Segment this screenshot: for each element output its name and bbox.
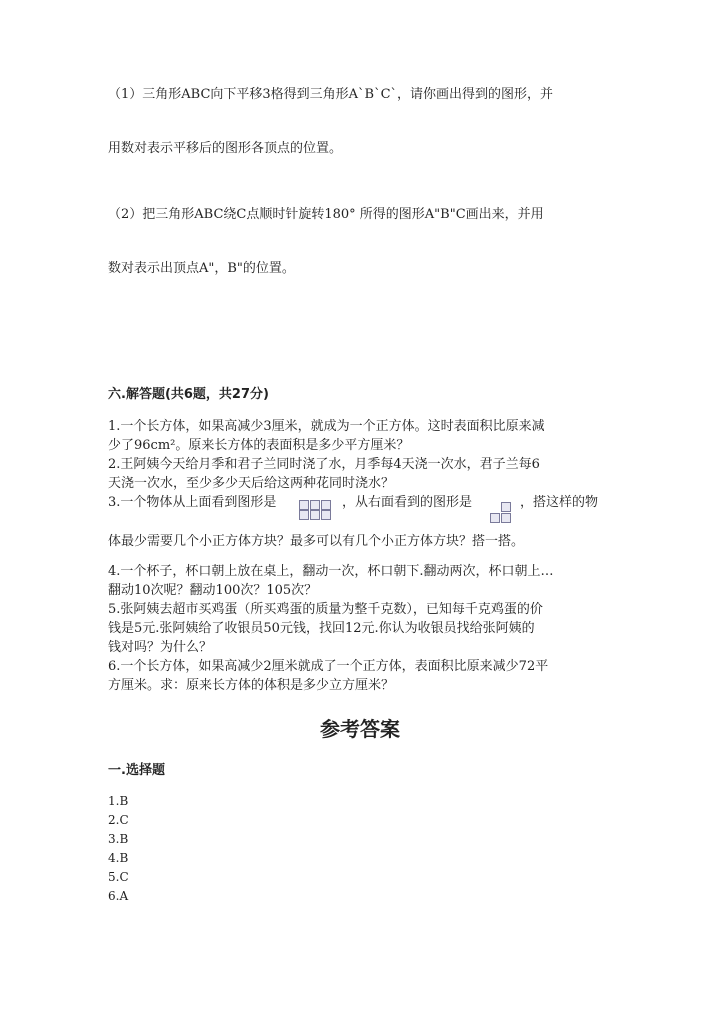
answer-item: 4.B (108, 851, 129, 865)
problem-3-part-3: ，搭这样的物 (520, 495, 599, 510)
problem-3-part-2: ，从右面看到的图形是 (342, 495, 473, 510)
section-6-heading: 六.解答题(共6题，共27分) (108, 387, 269, 402)
problem-3-part-1: 3.一个物体从上面看到图形是 (108, 495, 277, 510)
answer-item: 2.C (108, 813, 129, 827)
problem-5-line-2: 钱是5元.张阿姨给了收银员50元钱，找回12元.你认为收银员找给张阿姨的 (108, 621, 535, 636)
problem-5-line-1: 5.张阿姨去超市买鸡蛋（所买鸡蛋的质量为整千克数），已知每千克鸡蛋的价 (108, 602, 543, 617)
answer-item: 5.C (108, 870, 129, 884)
problem-5-line-3: 钱对吗？为什么？ (108, 640, 213, 655)
problem-6-line-2: 方厘米。求：原来长方体的体积是多少立方厘米？ (108, 678, 395, 693)
answer-section-1-heading: 一.选择题 (108, 763, 165, 778)
top-view-figure (299, 500, 331, 520)
question-2-line-1: （2）把三角形ABC绕C点顺时针旋转180° 所得的图形A"B"C画出来，并用 (108, 207, 544, 222)
top-view-square (310, 500, 320, 510)
problem-2-line-1: 2.王阿姨今天给月季和君子兰同时浇了水，月季每4天浇一次水，君子兰每6 (108, 457, 540, 472)
right-view-square (501, 513, 511, 523)
problem-4-line-2: 翻动10次呢？翻动100次？105次？ (108, 583, 318, 598)
question-2-line-2: 数对表示出顶点A"，B"的位置。 (108, 261, 295, 276)
answer-item: 1.B (108, 794, 129, 808)
top-view-square (310, 510, 320, 520)
problem-1-line-1: 1.一个长方体，如果高减少3厘米，就成为一个正方体。这时表面积比原来减 (108, 419, 545, 434)
answer-key-title: 参考答案 (320, 717, 400, 741)
right-view-figure (490, 502, 512, 524)
top-view-square (321, 510, 331, 520)
right-view-square (501, 502, 511, 512)
right-view-square (490, 513, 500, 523)
answer-item: 3.B (108, 832, 129, 846)
problem-4-line-1: 4.一个杯子，杯口朝上放在桌上，翻动一次，杯口朝下.翻动两次，杯口朝上… (108, 564, 554, 579)
top-view-square (299, 500, 309, 510)
problem-2-line-2: 天浇一次水，至少多少天后给这两种花同时浇水？ (108, 476, 395, 491)
problem-1-line-2: 少了96cm²。原来长方体的表面积是多少平方厘米？ (108, 438, 410, 453)
question-1-line-2: 用数对表示平移后的图形各顶点的位置。 (108, 141, 343, 156)
top-view-square (321, 500, 331, 510)
question-1-line-1: （1）三角形ABC向下平移3格得到三角形A`B`C`，请你画出得到的图形，并 (108, 87, 554, 102)
top-view-square (299, 510, 309, 520)
problem-3-line-2: 体最少需要几个小正方体方块？最多可以有几个小正方体方块？搭一搭。 (108, 534, 525, 549)
answer-item: 6.A (108, 889, 129, 903)
problem-6-line-1: 6.一个长方体，如果高减少2厘米就成了一个正方体，表面积比原来减少72平 (108, 659, 549, 674)
